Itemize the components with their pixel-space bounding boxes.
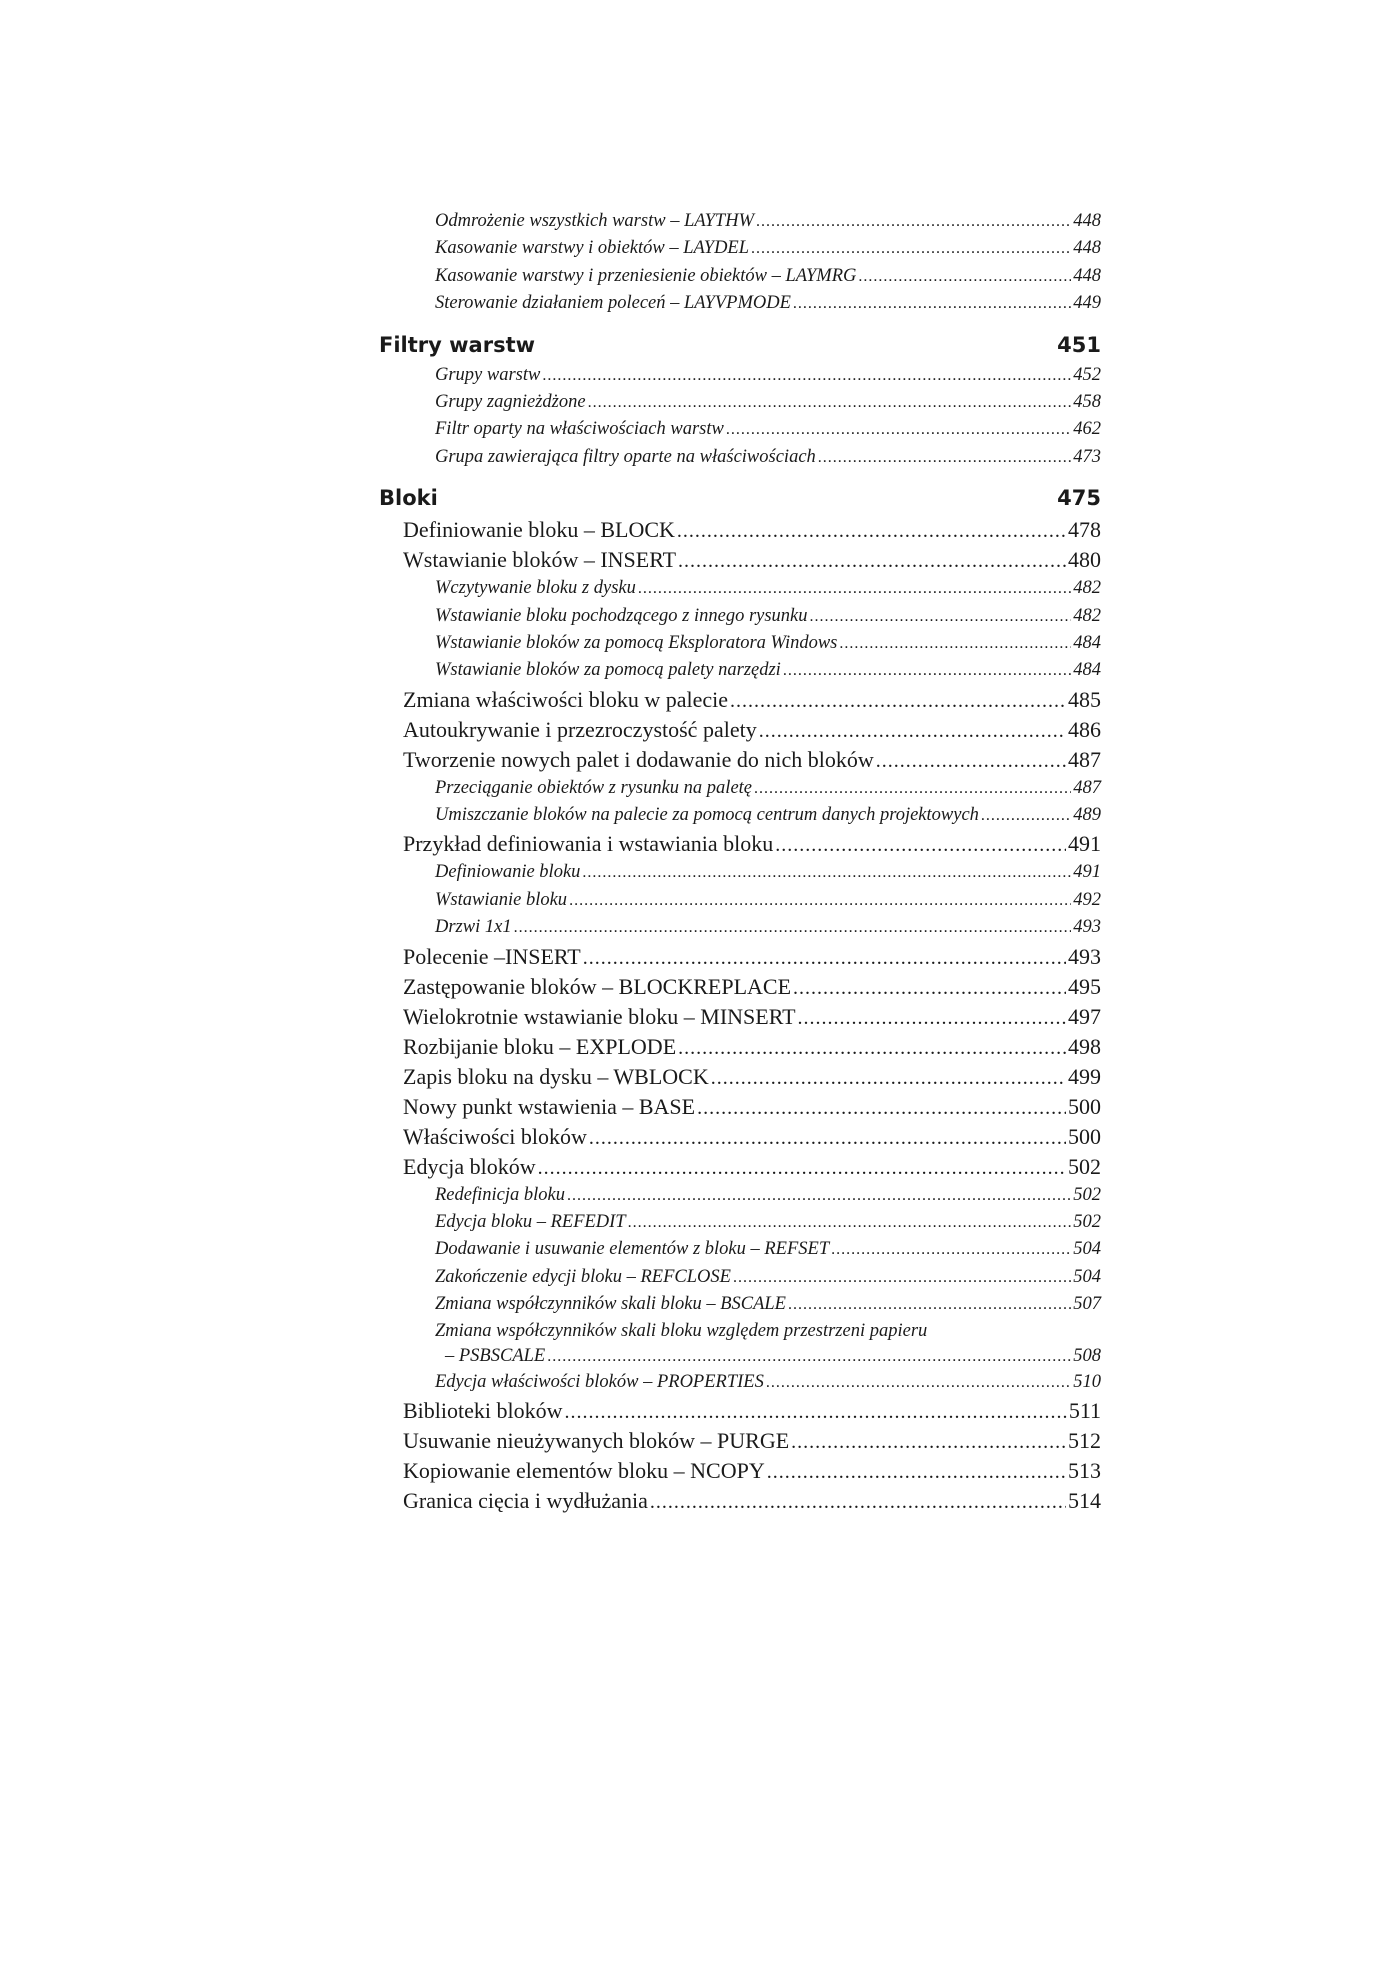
entry-page: 502 [1073, 1184, 1101, 1205]
toc-subentry[interactable] [379, 1291, 1101, 1318]
toc-subentry[interactable] [379, 416, 1101, 443]
toc-section[interactable] [379, 545, 1101, 575]
dot-leader [678, 1033, 1066, 1063]
dot-leader [678, 546, 1066, 576]
entry-title: Wstawianie bloku [435, 889, 568, 910]
entry-page: 484 [1073, 632, 1101, 653]
section-title: Wstawianie bloków – INSERT [403, 547, 677, 573]
section-title: Granica cięcia i wydłużania [403, 1487, 648, 1513]
entry-page: 502 [1073, 1212, 1101, 1233]
entry-page: 508 [1073, 1345, 1101, 1366]
dot-leader [711, 1063, 1066, 1093]
toc-section[interactable] [379, 972, 1101, 1002]
toc-subentry[interactable] [379, 235, 1101, 262]
dot-leader [818, 444, 1071, 471]
entry-page: 458 [1073, 391, 1101, 412]
section-title: Usuwanie nieużywanych bloków – PURGE [403, 1427, 790, 1453]
dot-leader [876, 746, 1066, 776]
entry-title: Edycja właściwości bloków – PROPERTIES [435, 1371, 764, 1392]
toc-subentry[interactable] [379, 362, 1101, 389]
section-title: Zapis bloku na dysku – WBLOCK [403, 1063, 709, 1089]
toc-subentry[interactable] [379, 657, 1101, 684]
section-page: 513 [1068, 1457, 1101, 1483]
section-title: Definiowanie bloku – BLOCK [403, 517, 675, 543]
entry-title-line1: Zmiana współczynników skali bloku względem przestrzeni papieru [435, 1320, 928, 1341]
dot-leader [733, 1264, 1071, 1291]
entry-page: 492 [1073, 889, 1101, 910]
dot-leader [751, 235, 1071, 262]
dot-leader [839, 630, 1071, 657]
toc-subentry-wrapped[interactable] [379, 1319, 1101, 1369]
entry-title: Grupy warstw [435, 364, 541, 385]
section-title: Rozbijanie bloku – EXPLODE [403, 1033, 677, 1059]
toc-subentry[interactable] [379, 887, 1101, 914]
toc-section[interactable] [379, 1122, 1101, 1152]
dot-leader [788, 1291, 1071, 1318]
dot-leader [793, 973, 1066, 1003]
dot-leader [588, 389, 1072, 416]
entry-title: Zakończenie edycji bloku – REFCLOSE [435, 1266, 731, 1287]
entry-page: 449 [1073, 293, 1101, 314]
entry-title: Wczytywanie bloku z dysku [435, 578, 636, 599]
dot-leader [791, 1427, 1066, 1457]
dot-leader [831, 1236, 1071, 1263]
section-page: 512 [1068, 1427, 1101, 1453]
toc-subentry[interactable] [379, 1209, 1101, 1236]
toc-section[interactable] [379, 1062, 1101, 1092]
toc-subentry[interactable] [379, 1369, 1101, 1396]
section-title: Kopiowanie elementów bloku – NCOPY [403, 1457, 765, 1483]
section-page: 500 [1068, 1123, 1101, 1149]
section-title: Autoukrywanie i przezroczystość palety [403, 716, 757, 742]
entry-title: Sterowanie działaniem poleceń – LAYVPMODE [435, 293, 791, 314]
dot-leader [589, 1123, 1066, 1153]
entry-title: Definiowanie bloku [435, 862, 581, 883]
section-title: Polecenie –INSERT [403, 943, 581, 969]
section-title: Właściwości bloków [403, 1123, 587, 1149]
dot-leader [759, 716, 1066, 746]
entry-page: 489 [1073, 805, 1101, 826]
toc-subentry[interactable] [379, 290, 1101, 317]
toc-section[interactable] [379, 829, 1101, 859]
dot-leader [981, 802, 1071, 829]
dot-leader [858, 263, 1071, 290]
entry-title: Zmiana współczynników skali bloku – BSCALE [435, 1294, 786, 1315]
entry-page: 510 [1073, 1371, 1101, 1392]
toc-section[interactable] [379, 1486, 1101, 1516]
dot-leader [547, 1344, 1071, 1369]
section-page: 497 [1068, 1003, 1101, 1029]
entry-title: Wstawianie bloków za pomocą Eksploratora Windows [435, 632, 838, 653]
entry-page: 448 [1073, 265, 1101, 286]
toc-section[interactable] [379, 1002, 1101, 1032]
entry-title: Grupy zagnieżdżone [435, 391, 586, 412]
toc-subentry[interactable] [379, 575, 1101, 602]
toc-section[interactable] [379, 1032, 1101, 1062]
dot-leader [730, 686, 1066, 716]
dot-leader [726, 416, 1071, 443]
toc-subentry[interactable] [379, 914, 1101, 941]
section-page: 486 [1068, 716, 1101, 742]
toc-section[interactable] [379, 1092, 1101, 1122]
dot-leader [767, 1457, 1066, 1487]
section-title: Wielokrotnie wstawianie bloku – MINSERT [403, 1003, 796, 1029]
dot-leader [583, 943, 1066, 973]
toc-subentry[interactable] [379, 208, 1101, 235]
section-page: 500 [1068, 1093, 1101, 1119]
section-title: Nowy punkt wstawienia – BASE [403, 1093, 696, 1119]
toc-section[interactable] [379, 1152, 1101, 1182]
toc-subentry[interactable] [379, 802, 1101, 829]
entry-page: 491 [1073, 862, 1101, 883]
dot-leader [766, 1369, 1071, 1396]
section-title: Edycja bloków [403, 1153, 536, 1179]
entry-page: 507 [1073, 1294, 1101, 1315]
toc-subentry[interactable] [379, 444, 1101, 471]
entry-title: Wstawianie bloków za pomocą palety narzędzi [435, 660, 781, 681]
section-page: 502 [1068, 1153, 1101, 1179]
toc-section[interactable] [379, 1396, 1101, 1426]
entry-title-line2: – PSBSCALE [445, 1345, 546, 1366]
toc-subentry[interactable] [379, 630, 1101, 657]
section-title: Przykład definiowania i wstawiania bloku [403, 831, 774, 857]
entry-title: Grupa zawierająca filtry oparte na właściwościach [435, 446, 816, 467]
entry-page: 482 [1073, 605, 1101, 626]
toc-subentry[interactable] [379, 859, 1101, 886]
entry-title: Redefinicja bloku [435, 1184, 565, 1205]
entry-title: Drzwi 1x1 [435, 917, 512, 938]
toc-section[interactable] [379, 715, 1101, 745]
chapter-page: 475 [1057, 486, 1101, 511]
toc-section[interactable] [379, 1456, 1101, 1486]
toc-section[interactable] [379, 745, 1101, 775]
toc-section[interactable] [379, 942, 1101, 972]
section-title: Tworzenie nowych palet i dodawanie do nich bloków [403, 746, 874, 772]
entry-page: 462 [1073, 419, 1101, 440]
dot-leader [569, 887, 1071, 914]
toc-section[interactable] [379, 685, 1101, 715]
dot-leader [697, 1093, 1066, 1123]
dot-leader [798, 1003, 1066, 1033]
dot-leader [628, 1209, 1072, 1236]
toc-subentry[interactable] [379, 603, 1101, 630]
entry-page: 493 [1073, 917, 1101, 938]
dot-leader [538, 1153, 1066, 1183]
dot-leader [565, 1397, 1067, 1427]
section-page: 480 [1068, 547, 1101, 573]
toc-subentry[interactable] [379, 775, 1101, 802]
section-title: Zastępowanie bloków – BLOCKREPLACE [403, 973, 792, 999]
chapter-heading-blocks[interactable] [379, 483, 1101, 513]
dot-leader [567, 1182, 1071, 1209]
toc-subentry[interactable] [379, 1236, 1101, 1263]
toc-section[interactable] [379, 1426, 1101, 1456]
entry-page: 487 [1073, 777, 1101, 798]
dot-leader [793, 290, 1071, 317]
section-page: 493 [1068, 943, 1101, 969]
dot-leader [775, 830, 1066, 860]
entry-page: 473 [1073, 446, 1101, 467]
toc-subentry[interactable] [379, 1182, 1101, 1209]
entry-title: Kasowanie warstwy i obiektów – LAYDEL [435, 238, 750, 259]
dot-leader [754, 775, 1071, 802]
dot-leader [810, 603, 1072, 630]
entry-title: Wstawianie bloku pochodzącego z innego rysunku [435, 605, 808, 626]
table-of-contents [379, 208, 1101, 1516]
toc-subentry[interactable] [379, 263, 1101, 290]
dot-leader [582, 859, 1071, 886]
dot-leader [514, 914, 1072, 941]
section-page: 485 [1068, 686, 1101, 712]
entry-page: 504 [1073, 1266, 1101, 1287]
entry-page: 448 [1073, 211, 1101, 231]
chapter-title: Filtry warstw [379, 332, 536, 357]
entry-page: 484 [1073, 660, 1101, 681]
entry-page: 504 [1073, 1239, 1101, 1260]
dot-leader [638, 575, 1071, 602]
entry-title: Edycja bloku – REFEDIT [435, 1212, 626, 1233]
section-page: 498 [1068, 1033, 1101, 1059]
entry-page: 452 [1073, 364, 1101, 385]
section-page: 478 [1068, 517, 1101, 543]
section-page: 499 [1068, 1063, 1101, 1089]
entry-title: Przeciąganie obiektów z rysunku na paletę [435, 777, 753, 798]
entry-title: Dodawanie i usuwanie elementów z bloku – REFSET [435, 1239, 830, 1260]
entry-title: Kasowanie warstwy i przeniesienie obiektów – LAYMRG [435, 265, 857, 286]
dot-leader [542, 362, 1071, 389]
chapter-heading-filters[interactable] [379, 330, 1101, 360]
chapter-title: Bloki [379, 486, 438, 511]
entry-title: Filtr oparty na właściwościach warstw [435, 419, 724, 440]
section-page: 495 [1068, 973, 1101, 999]
entry-page: 448 [1073, 238, 1101, 259]
dot-leader [756, 208, 1071, 235]
toc-section[interactable] [379, 515, 1101, 545]
section-page: 487 [1068, 746, 1101, 772]
dot-leader [650, 1487, 1066, 1517]
section-page: 511 [1068, 1397, 1101, 1423]
entry-title: Odmrożenie wszystkich warstw – LAYTHW [435, 211, 754, 231]
section-title: Zmiana właściwości bloku w palecie [403, 686, 729, 712]
toc-subentry[interactable] [379, 389, 1101, 416]
section-page: 514 [1068, 1487, 1101, 1513]
section-title: Biblioteki bloków [403, 1397, 563, 1423]
chapter-page: 451 [1057, 332, 1101, 357]
dot-leader [783, 657, 1071, 684]
section-page: 491 [1068, 831, 1101, 857]
entry-title: Umiszczanie bloków na palecie za pomocą centrum danych projektowych [435, 805, 979, 826]
entry-page: 482 [1073, 578, 1101, 599]
dot-leader [677, 516, 1066, 546]
toc-subentry[interactable] [379, 1264, 1101, 1291]
